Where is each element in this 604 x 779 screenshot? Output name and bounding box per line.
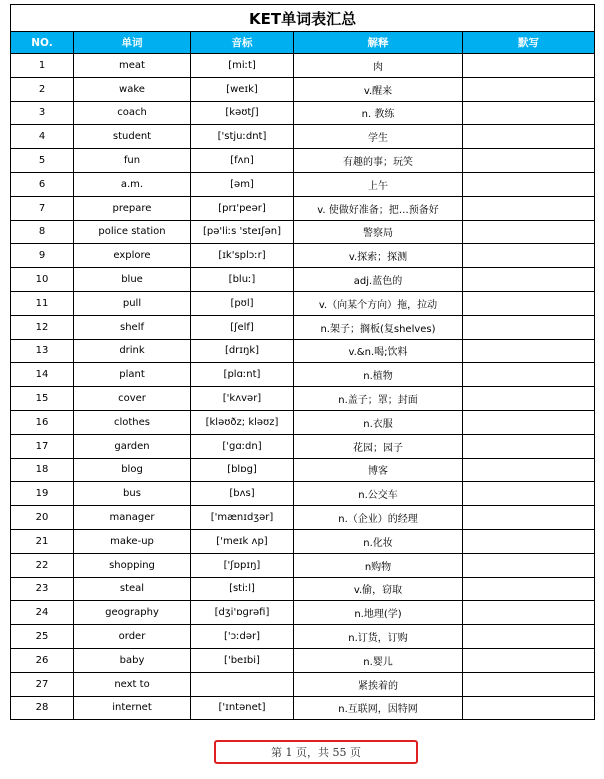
meaning: 上午	[294, 172, 463, 196]
table-row	[11, 196, 595, 220]
row-number: 11	[11, 291, 74, 315]
table-title: KET单词表汇总	[11, 5, 595, 32]
word: garden	[74, 434, 191, 458]
row-number: 1	[11, 54, 74, 78]
phonetic: ['meɪk ʌp]	[191, 529, 294, 553]
phonetic: [bluː]	[191, 268, 294, 292]
dictation-cell	[463, 482, 595, 506]
row-number: 7	[11, 196, 74, 220]
table-row	[11, 77, 595, 101]
dictation-cell	[463, 696, 595, 720]
phonetic: ['gɑːdn]	[191, 434, 294, 458]
table-row	[11, 387, 595, 411]
row-number: 20	[11, 506, 74, 530]
word: next to	[74, 672, 191, 696]
dictation-cell	[463, 149, 595, 173]
table-row	[11, 363, 595, 387]
meaning: 花园；园子	[294, 434, 463, 458]
dictation-cell	[463, 553, 595, 577]
row-number: 6	[11, 172, 74, 196]
dictation-cell	[463, 672, 595, 696]
meaning: n.衣服	[294, 410, 463, 434]
word: internet	[74, 696, 191, 720]
table-row	[11, 315, 595, 339]
dictation-cell	[463, 625, 595, 649]
table-row	[11, 291, 595, 315]
meaning: 博客	[294, 458, 463, 482]
word: plant	[74, 363, 191, 387]
meaning: 有趣的事；玩笑	[294, 149, 463, 173]
dictation-cell	[463, 529, 595, 553]
row-number: 16	[11, 410, 74, 434]
table-row	[11, 553, 595, 577]
meaning: v.醒来	[294, 77, 463, 101]
word: cover	[74, 387, 191, 411]
table-row	[11, 101, 595, 125]
word: order	[74, 625, 191, 649]
table-row	[11, 458, 595, 482]
column-header-dictation: 默写	[463, 32, 595, 54]
phonetic: [ʃelf]	[191, 315, 294, 339]
row-number: 19	[11, 482, 74, 506]
table-row	[11, 434, 595, 458]
phonetic: [prɪ'peər]	[191, 196, 294, 220]
dictation-cell	[463, 196, 595, 220]
phonetic: [plɑːnt]	[191, 363, 294, 387]
phonetic: [blɒg]	[191, 458, 294, 482]
phonetic: [kəʊtʃ]	[191, 101, 294, 125]
row-number: 2	[11, 77, 74, 101]
word: shelf	[74, 315, 191, 339]
table-row	[11, 696, 595, 720]
dictation-cell	[463, 577, 595, 601]
word: manager	[74, 506, 191, 530]
row-number: 8	[11, 220, 74, 244]
row-number: 28	[11, 696, 74, 720]
phonetic: [stiːl]	[191, 577, 294, 601]
meaning: n.公交车	[294, 482, 463, 506]
row-number: 4	[11, 125, 74, 149]
word: geography	[74, 601, 191, 625]
word: meat	[74, 54, 191, 78]
row-number: 9	[11, 244, 74, 268]
column-header-meaning: 解释	[294, 32, 463, 54]
table-row	[11, 125, 595, 149]
row-number: 5	[11, 149, 74, 173]
meaning: n.化妆	[294, 529, 463, 553]
meaning: v.（向某个方向）拖，拉动	[294, 291, 463, 315]
table-row	[11, 268, 595, 292]
word: coach	[74, 101, 191, 125]
phonetic: ['ɪntənet]	[191, 696, 294, 720]
row-number: 17	[11, 434, 74, 458]
meaning: v.&n.喝;饮料	[294, 339, 463, 363]
meaning: n.架子；搁板(复shelves)	[294, 315, 463, 339]
word: blue	[74, 268, 191, 292]
phonetic: ['ɔːdər]	[191, 625, 294, 649]
dictation-cell	[463, 291, 595, 315]
table-row	[11, 648, 595, 672]
table-row	[11, 220, 595, 244]
phonetic: [fʌn]	[191, 149, 294, 173]
dictation-cell	[463, 220, 595, 244]
table-row	[11, 577, 595, 601]
phonetic: [dʒi'ɒɡrəfi]	[191, 601, 294, 625]
word: blog	[74, 458, 191, 482]
word: wake	[74, 77, 191, 101]
phonetic: [əm]	[191, 172, 294, 196]
dictation-cell	[463, 648, 595, 672]
row-number: 13	[11, 339, 74, 363]
dictation-cell	[463, 125, 595, 149]
phonetic: [kləʊðz; kləʊz]	[191, 410, 294, 434]
dictation-cell	[463, 172, 595, 196]
meaning: adj.蓝色的	[294, 268, 463, 292]
meaning: v. 使做好准备；把…预备好	[294, 196, 463, 220]
dictation-cell	[463, 244, 595, 268]
meaning: n.订货，订购	[294, 625, 463, 649]
row-number: 27	[11, 672, 74, 696]
word: prepare	[74, 196, 191, 220]
word: pull	[74, 291, 191, 315]
phonetic: ['stjuːdnt]	[191, 125, 294, 149]
phonetic: [pʊl]	[191, 291, 294, 315]
meaning: n.植物	[294, 363, 463, 387]
dictation-cell	[463, 458, 595, 482]
dictation-cell	[463, 54, 595, 78]
meaning: 紧挨着的	[294, 672, 463, 696]
row-number: 15	[11, 387, 74, 411]
dictation-cell	[463, 434, 595, 458]
table-row	[11, 506, 595, 530]
word: student	[74, 125, 191, 149]
meaning: n.地理(学)	[294, 601, 463, 625]
phonetic: [ɪk'splɔːr]	[191, 244, 294, 268]
meaning: v.偷，窃取	[294, 577, 463, 601]
meaning: n.盖子；罩；封面	[294, 387, 463, 411]
column-header-no: NO.	[11, 32, 74, 54]
row-number: 18	[11, 458, 74, 482]
meaning: n.互联网，因特网	[294, 696, 463, 720]
row-number: 26	[11, 648, 74, 672]
dictation-cell	[463, 101, 595, 125]
phonetic: [weɪk]	[191, 77, 294, 101]
dictation-cell	[463, 315, 595, 339]
table-row	[11, 529, 595, 553]
dictation-cell	[463, 506, 595, 530]
word: fun	[74, 149, 191, 173]
dictation-cell	[463, 601, 595, 625]
table-row	[11, 601, 595, 625]
phonetic: ['mænɪdʒər]	[191, 506, 294, 530]
table-row	[11, 172, 595, 196]
phonetic: ['ʃɒpɪŋ]	[191, 553, 294, 577]
dictation-cell	[463, 268, 595, 292]
word: drink	[74, 339, 191, 363]
dictation-cell	[463, 410, 595, 434]
meaning: n.（企业）的经理	[294, 506, 463, 530]
phonetic: [bʌs]	[191, 482, 294, 506]
dictation-cell	[463, 387, 595, 411]
page-indicator: 第 1 页，共 55 页	[214, 740, 418, 764]
meaning: v.探索；探测	[294, 244, 463, 268]
meaning: 警察局	[294, 220, 463, 244]
word: steal	[74, 577, 191, 601]
table-row	[11, 410, 595, 434]
phonetic	[191, 672, 294, 696]
table-row	[11, 54, 595, 78]
phonetic: ['beɪbi]	[191, 648, 294, 672]
row-number: 10	[11, 268, 74, 292]
row-number: 12	[11, 315, 74, 339]
meaning: 肉	[294, 54, 463, 78]
row-number: 14	[11, 363, 74, 387]
column-header-phonetic: 音标	[191, 32, 294, 54]
table-row	[11, 672, 595, 696]
dictation-cell	[463, 363, 595, 387]
table-row	[11, 339, 595, 363]
row-number: 21	[11, 529, 74, 553]
table-body	[11, 54, 595, 720]
row-number: 3	[11, 101, 74, 125]
phonetic: ['kʌvər]	[191, 387, 294, 411]
row-number: 23	[11, 577, 74, 601]
column-header-word: 单词	[74, 32, 191, 54]
word: bus	[74, 482, 191, 506]
table-row	[11, 482, 595, 506]
phonetic: [miːt]	[191, 54, 294, 78]
row-number: 24	[11, 601, 74, 625]
meaning: 学生	[294, 125, 463, 149]
word: baby	[74, 648, 191, 672]
row-number: 22	[11, 553, 74, 577]
phonetic: [drɪŋk]	[191, 339, 294, 363]
word: a.m.	[74, 172, 191, 196]
word: make-up	[74, 529, 191, 553]
dictation-cell	[463, 77, 595, 101]
vocab-sheet	[10, 4, 594, 720]
word: police station	[74, 220, 191, 244]
table-row	[11, 149, 595, 173]
dictation-cell	[463, 339, 595, 363]
word: explore	[74, 244, 191, 268]
phonetic: [pə'liːs 'steɪʃən]	[191, 220, 294, 244]
vocab-table	[10, 4, 595, 720]
table-row	[11, 625, 595, 649]
word: shopping	[74, 553, 191, 577]
meaning: n购物	[294, 553, 463, 577]
meaning: n.婴儿	[294, 648, 463, 672]
word: clothes	[74, 410, 191, 434]
row-number: 25	[11, 625, 74, 649]
table-row	[11, 244, 595, 268]
meaning: n. 教练	[294, 101, 463, 125]
